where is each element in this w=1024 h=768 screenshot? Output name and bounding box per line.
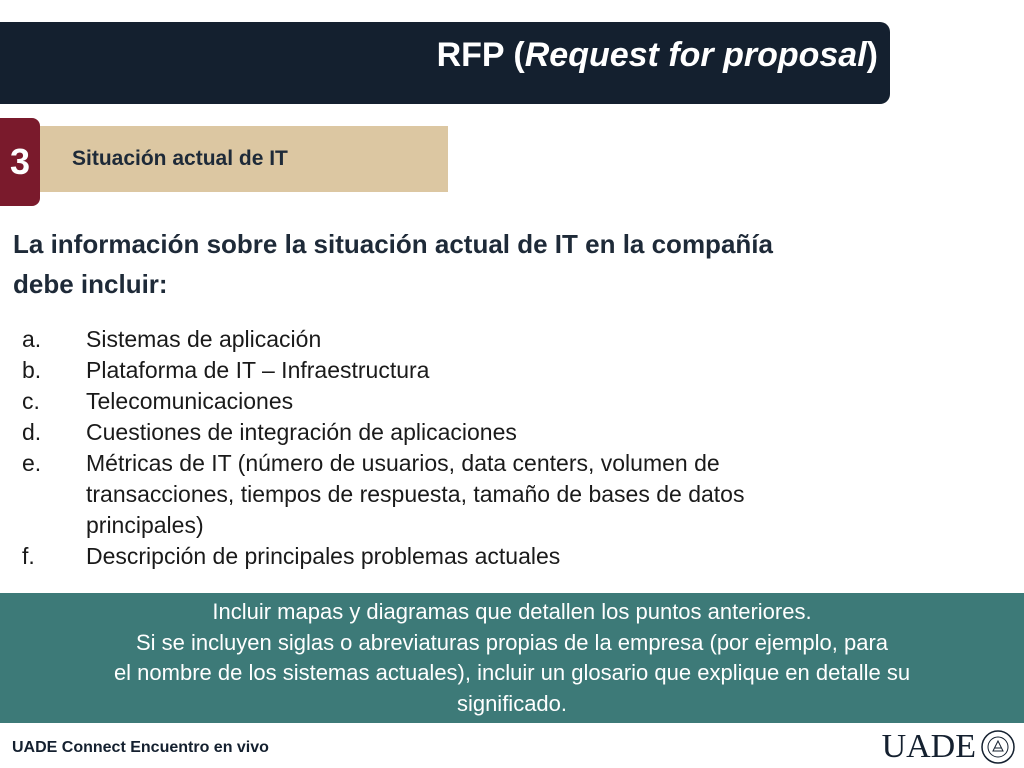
list-item (22, 355, 782, 386)
note-line: Incluir mapas y diagramas que detallen los puntos anteriores. (212, 599, 812, 624)
section-number-badge: 3 (0, 118, 40, 206)
footer-text: UADE Connect Encuentro en vivo (12, 739, 269, 756)
title-italic: Request for proposal (524, 36, 867, 74)
list-letter: f. (22, 543, 35, 569)
list-text: Descripción de principales problemas actuales (86, 543, 561, 569)
section-label-box (40, 126, 448, 192)
logo-wordmark: UADE (881, 728, 976, 765)
fundacion-seal-icon (980, 729, 1016, 765)
intro-heading: La información sobre la situación actual de IT en la compañía debe incluir: (13, 229, 773, 299)
uade-logo (882, 728, 1016, 766)
title-suffix: ) (866, 36, 878, 74)
list-text: Sistemas de aplicación (86, 326, 322, 352)
title-bar (0, 22, 890, 104)
list-letter: d. (22, 419, 42, 445)
list-letter: e. (22, 450, 42, 476)
list-letter: b. (22, 357, 42, 383)
list-letter: c. (22, 388, 40, 414)
note-box (0, 593, 1024, 723)
note-line: Si se incluyen siglas o abreviaturas propias de la empresa (por ejemplo, para (135, 629, 889, 655)
list-item (22, 448, 782, 541)
section-label: Situación actual de IT (72, 147, 288, 170)
note-line: el nombre de los sistemas actuales), incluir un glosario que explique en detalle su (113, 660, 911, 685)
requirements-list (22, 324, 782, 572)
slide-title (437, 36, 878, 75)
list-item (22, 324, 782, 355)
list-item (22, 386, 782, 417)
list-item (22, 417, 782, 448)
list-text: Cuestiones de integración de aplicaciones (86, 419, 517, 445)
note-line: significado. (456, 690, 568, 716)
title-prefix: RFP ( (436, 36, 525, 74)
list-letter: a. (22, 326, 42, 352)
list-text: Telecomunicaciones (86, 388, 294, 414)
list-text: Métricas de IT (número de usuarios, data centers, volumen de transacciones, tiempos de respuesta, tamaño de bases de datos principales) (86, 450, 745, 538)
list-text: Plataforma de IT – Infraestructura (86, 357, 430, 383)
list-item (22, 541, 782, 572)
